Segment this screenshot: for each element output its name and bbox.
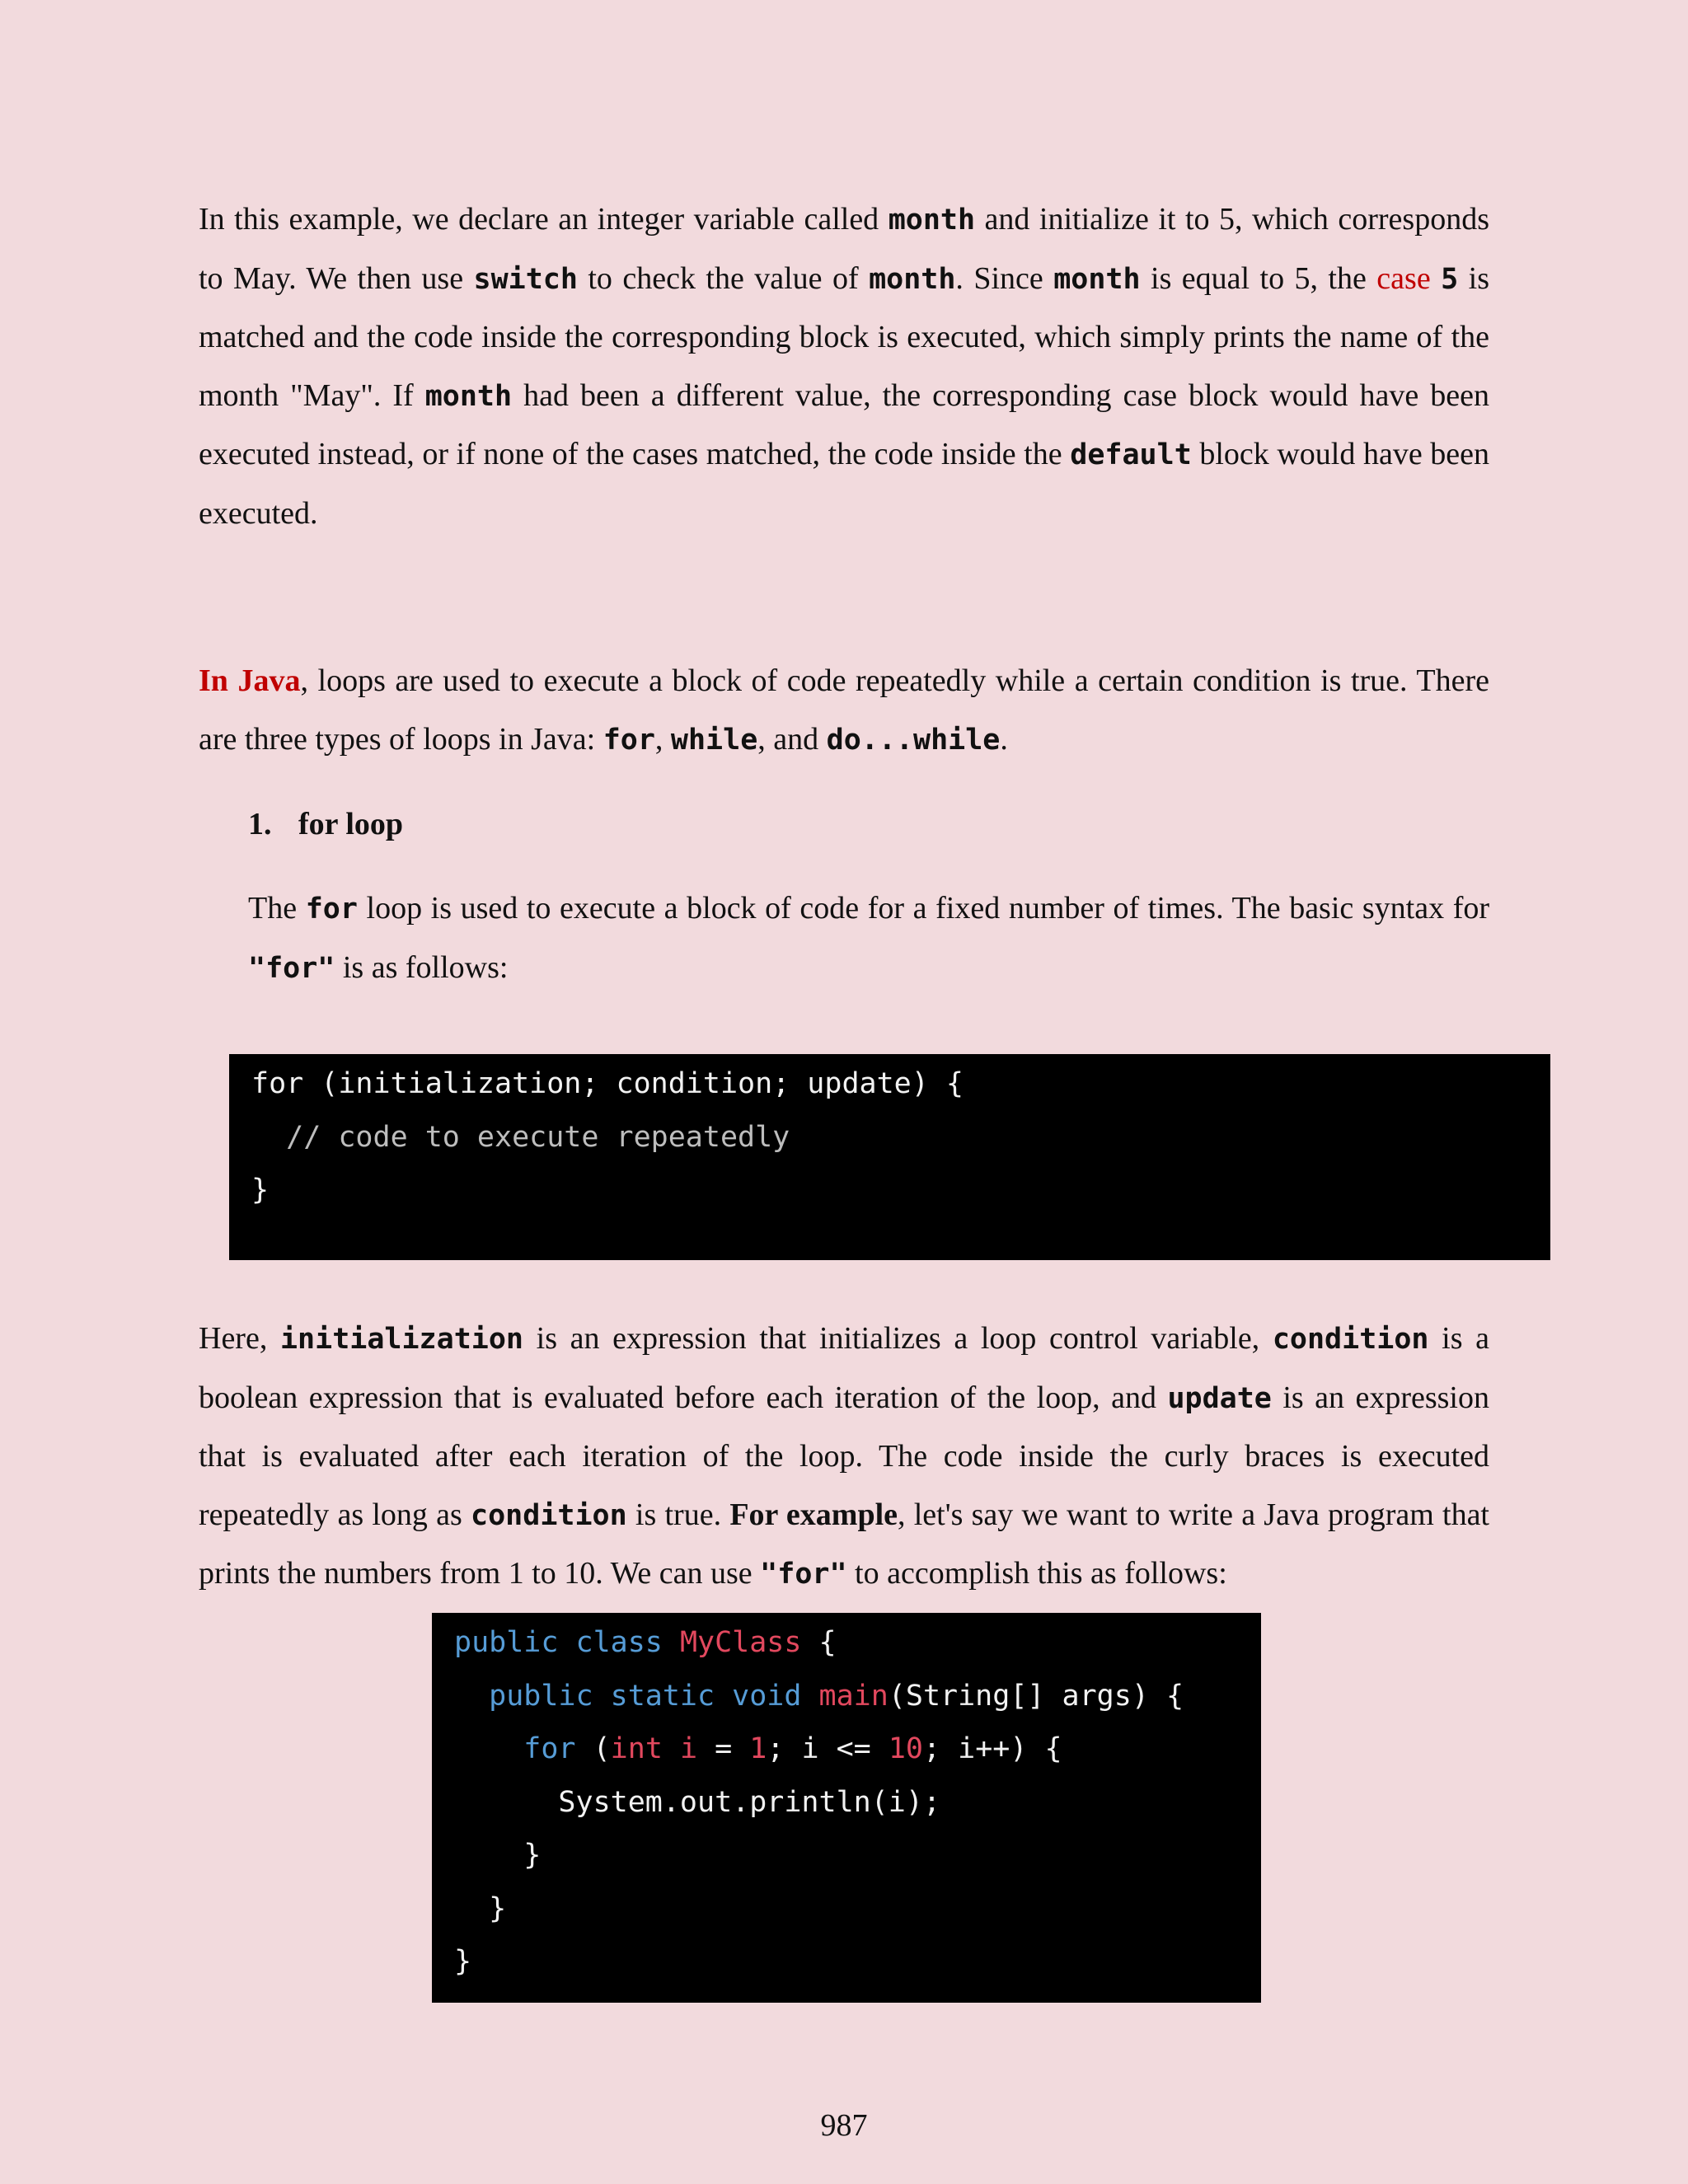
keyword-case-link: case <box>1376 260 1431 296</box>
text-run: to check the value of <box>577 260 870 296</box>
code-text: ; i++) { <box>923 1732 1062 1765</box>
text-run: is as follows: <box>335 949 509 985</box>
code-month: month <box>1053 262 1141 296</box>
code-keyword: for <box>454 1732 576 1765</box>
code-line: System.out.println(i); <box>454 1785 941 1819</box>
text-run: , loops are used to execute a block of code repeatedly while a certain condition is true. There are three types of loops in Java: <box>199 663 1489 757</box>
code-line: } <box>454 1891 507 1925</box>
code-switch: switch <box>473 262 578 296</box>
heading-title: for loop <box>298 807 404 841</box>
text-run: . Since <box>955 260 1054 296</box>
code-do-while: do...while <box>826 723 1001 757</box>
code-line: } <box>454 1945 472 1978</box>
code-for: for <box>603 723 655 757</box>
code-text: (String[] args) { <box>888 1679 1184 1713</box>
paragraph-for-description <box>248 879 1489 997</box>
heading-number: 1. <box>248 807 272 841</box>
code-block-myclass-example <box>432 1613 1261 2003</box>
text-run <box>1431 261 1441 296</box>
code-type: int i <box>610 1732 698 1765</box>
text-run: , let's say we want to write a Java program that prints the numbers from 1 to 10. We can use <box>199 1497 1489 1591</box>
code-initialization: initialization <box>279 1323 523 1356</box>
code-default: default <box>1070 438 1192 472</box>
section-heading-for-loop <box>248 801 403 847</box>
text-run: , and <box>757 721 827 757</box>
code-text: = <box>697 1732 750 1765</box>
code-line: for (initialization; condition; update) { <box>251 1067 964 1100</box>
code-number: 1 <box>749 1732 767 1765</box>
code-for-quoted: "for" <box>760 1558 847 1591</box>
text-run: The <box>248 891 306 926</box>
paragraph-loops-intro <box>199 652 1489 769</box>
paragraph-for-explanation <box>199 1310 1489 1604</box>
code-method-name: main <box>818 1679 889 1713</box>
code-line: } <box>251 1174 270 1207</box>
text-run: Here, <box>199 1321 280 1356</box>
code-month: month <box>424 379 513 413</box>
code-number: 10 <box>888 1732 923 1765</box>
code-class-name: MyClass <box>679 1626 802 1659</box>
code-month: month <box>869 262 956 296</box>
text-run: is an expression that initializes a loop control variable, <box>523 1321 1273 1356</box>
code-comment-line: // code to execute repeatedly <box>251 1120 790 1154</box>
text-run: had been a different value, the corresponding case block would have been executed instead, or if none of the cases matched, the code inside the <box>199 377 1489 472</box>
text-run: , <box>654 721 671 757</box>
text-run: is a boolean expression that is evaluated before each iteration of the loop, and <box>199 1321 1490 1415</box>
code-month: month <box>888 204 976 237</box>
code-text: ( <box>575 1732 611 1765</box>
code-five: 5 <box>1441 262 1459 296</box>
code-condition: condition <box>471 1498 627 1532</box>
code-keyword: public static void <box>454 1679 802 1713</box>
page-number: 987 <box>820 2108 868 2143</box>
for-example-bold: For example <box>729 1497 898 1532</box>
in-java-highlight: In Java <box>199 663 301 698</box>
code-keyword: public class <box>454 1626 663 1659</box>
text-run: block would have been executed. <box>199 437 1489 531</box>
code-for: for <box>305 893 358 926</box>
text-run: to accomplish this as follows: <box>846 1556 1227 1591</box>
text-run: is matched and the code inside the corresponding block is executed, which simply prints the name of the month "May". If <box>199 260 1489 413</box>
paragraph-switch-explanation <box>199 190 1489 543</box>
code-block-for-syntax <box>229 1054 1550 1260</box>
code-text: { <box>801 1626 837 1659</box>
text-run: is an expression that is evaluated after each iteration of the loop. The code inside the curly braces is executed repeatedly as long as <box>199 1380 1489 1532</box>
text-run: In this example, we declare an integer variable called <box>199 202 889 237</box>
text-run: is true. <box>626 1497 730 1532</box>
code-text: ; i <= <box>767 1732 889 1765</box>
code-line: } <box>454 1839 542 1872</box>
code-update: update <box>1167 1381 1272 1415</box>
text-run: and initialize it to 5, which corresponds to May. We then use <box>199 202 1489 296</box>
code-condition: condition <box>1272 1323 1429 1356</box>
code-for-quoted: "for" <box>248 951 335 985</box>
text-run: is equal to 5, the <box>1140 260 1377 296</box>
code-while: while <box>670 723 758 757</box>
text-run: loop is used to execute a block of code for a fixed number of times. The basic syntax for <box>357 891 1489 926</box>
text-run: . <box>1000 721 1008 757</box>
